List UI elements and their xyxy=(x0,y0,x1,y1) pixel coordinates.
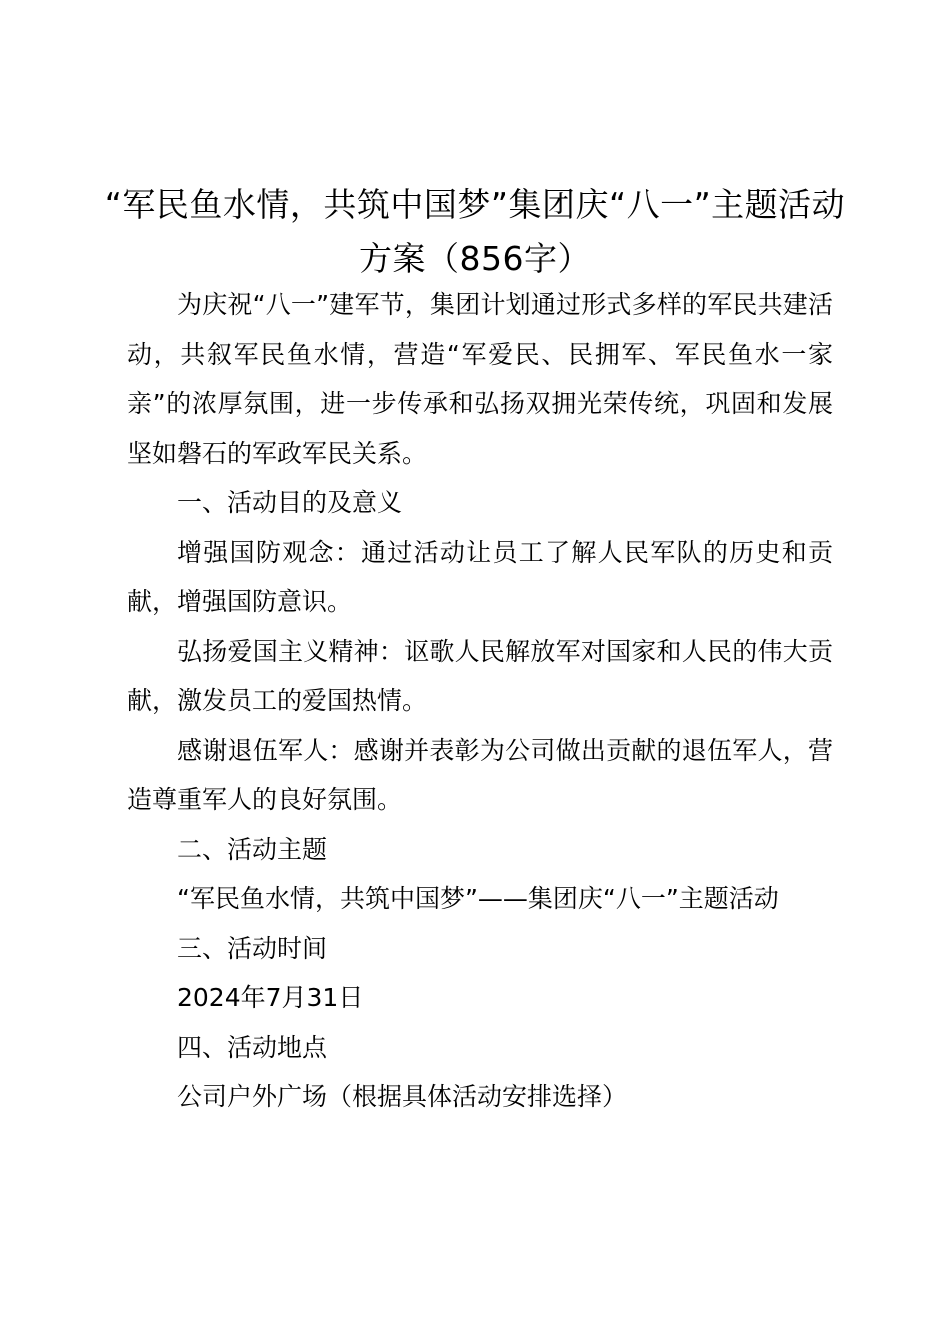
event-location: 公司户外广场（根据具体活动安排选择） xyxy=(177,1082,628,1111)
document-body xyxy=(127,280,833,1122)
document-title: “军民鱼水情，共筑中国梦”集团庆“八一”主题活动方案（856字） xyxy=(104,185,846,278)
purpose-item-defense: 增强国防观念：通过活动让员工了解人民军队的历史和贡献，增强国防意识。 xyxy=(127,537,833,616)
theme-text: “军民鱼水情，共筑中国梦”——集团庆“八一”主题活动 xyxy=(177,884,779,913)
event-date: 2024年7月31日 xyxy=(177,983,364,1012)
section-heading-purpose: 一、活动目的及意义 xyxy=(177,488,403,517)
intro-paragraph: 为庆祝“八一”建军节，集团计划通过形式多样的军民共建活动，共叙军民鱼水情，营造“军爱民、民拥军、军民鱼水一家亲”的浓厚氛围，进一步传承和弘扬双拥光荣传统，巩固和发展坚如磐石的军政军民关系。 xyxy=(127,290,833,468)
purpose-item-veterans: 感谢退伍军人：感谢并表彰为公司做出贡献的退伍军人，营造尊重军人的良好氛围。 xyxy=(127,735,833,814)
section-heading-time: 三、活动时间 xyxy=(177,933,328,963)
section-heading-theme: 二、活动主题 xyxy=(177,834,328,864)
section-heading-location: 四、活动地点 xyxy=(177,1032,328,1062)
purpose-item-patriotism: 弘扬爱国主义精神：讴歌人民解放军对国家和人民的伟大贡献，激发员工的爱国热情。 xyxy=(127,636,833,715)
